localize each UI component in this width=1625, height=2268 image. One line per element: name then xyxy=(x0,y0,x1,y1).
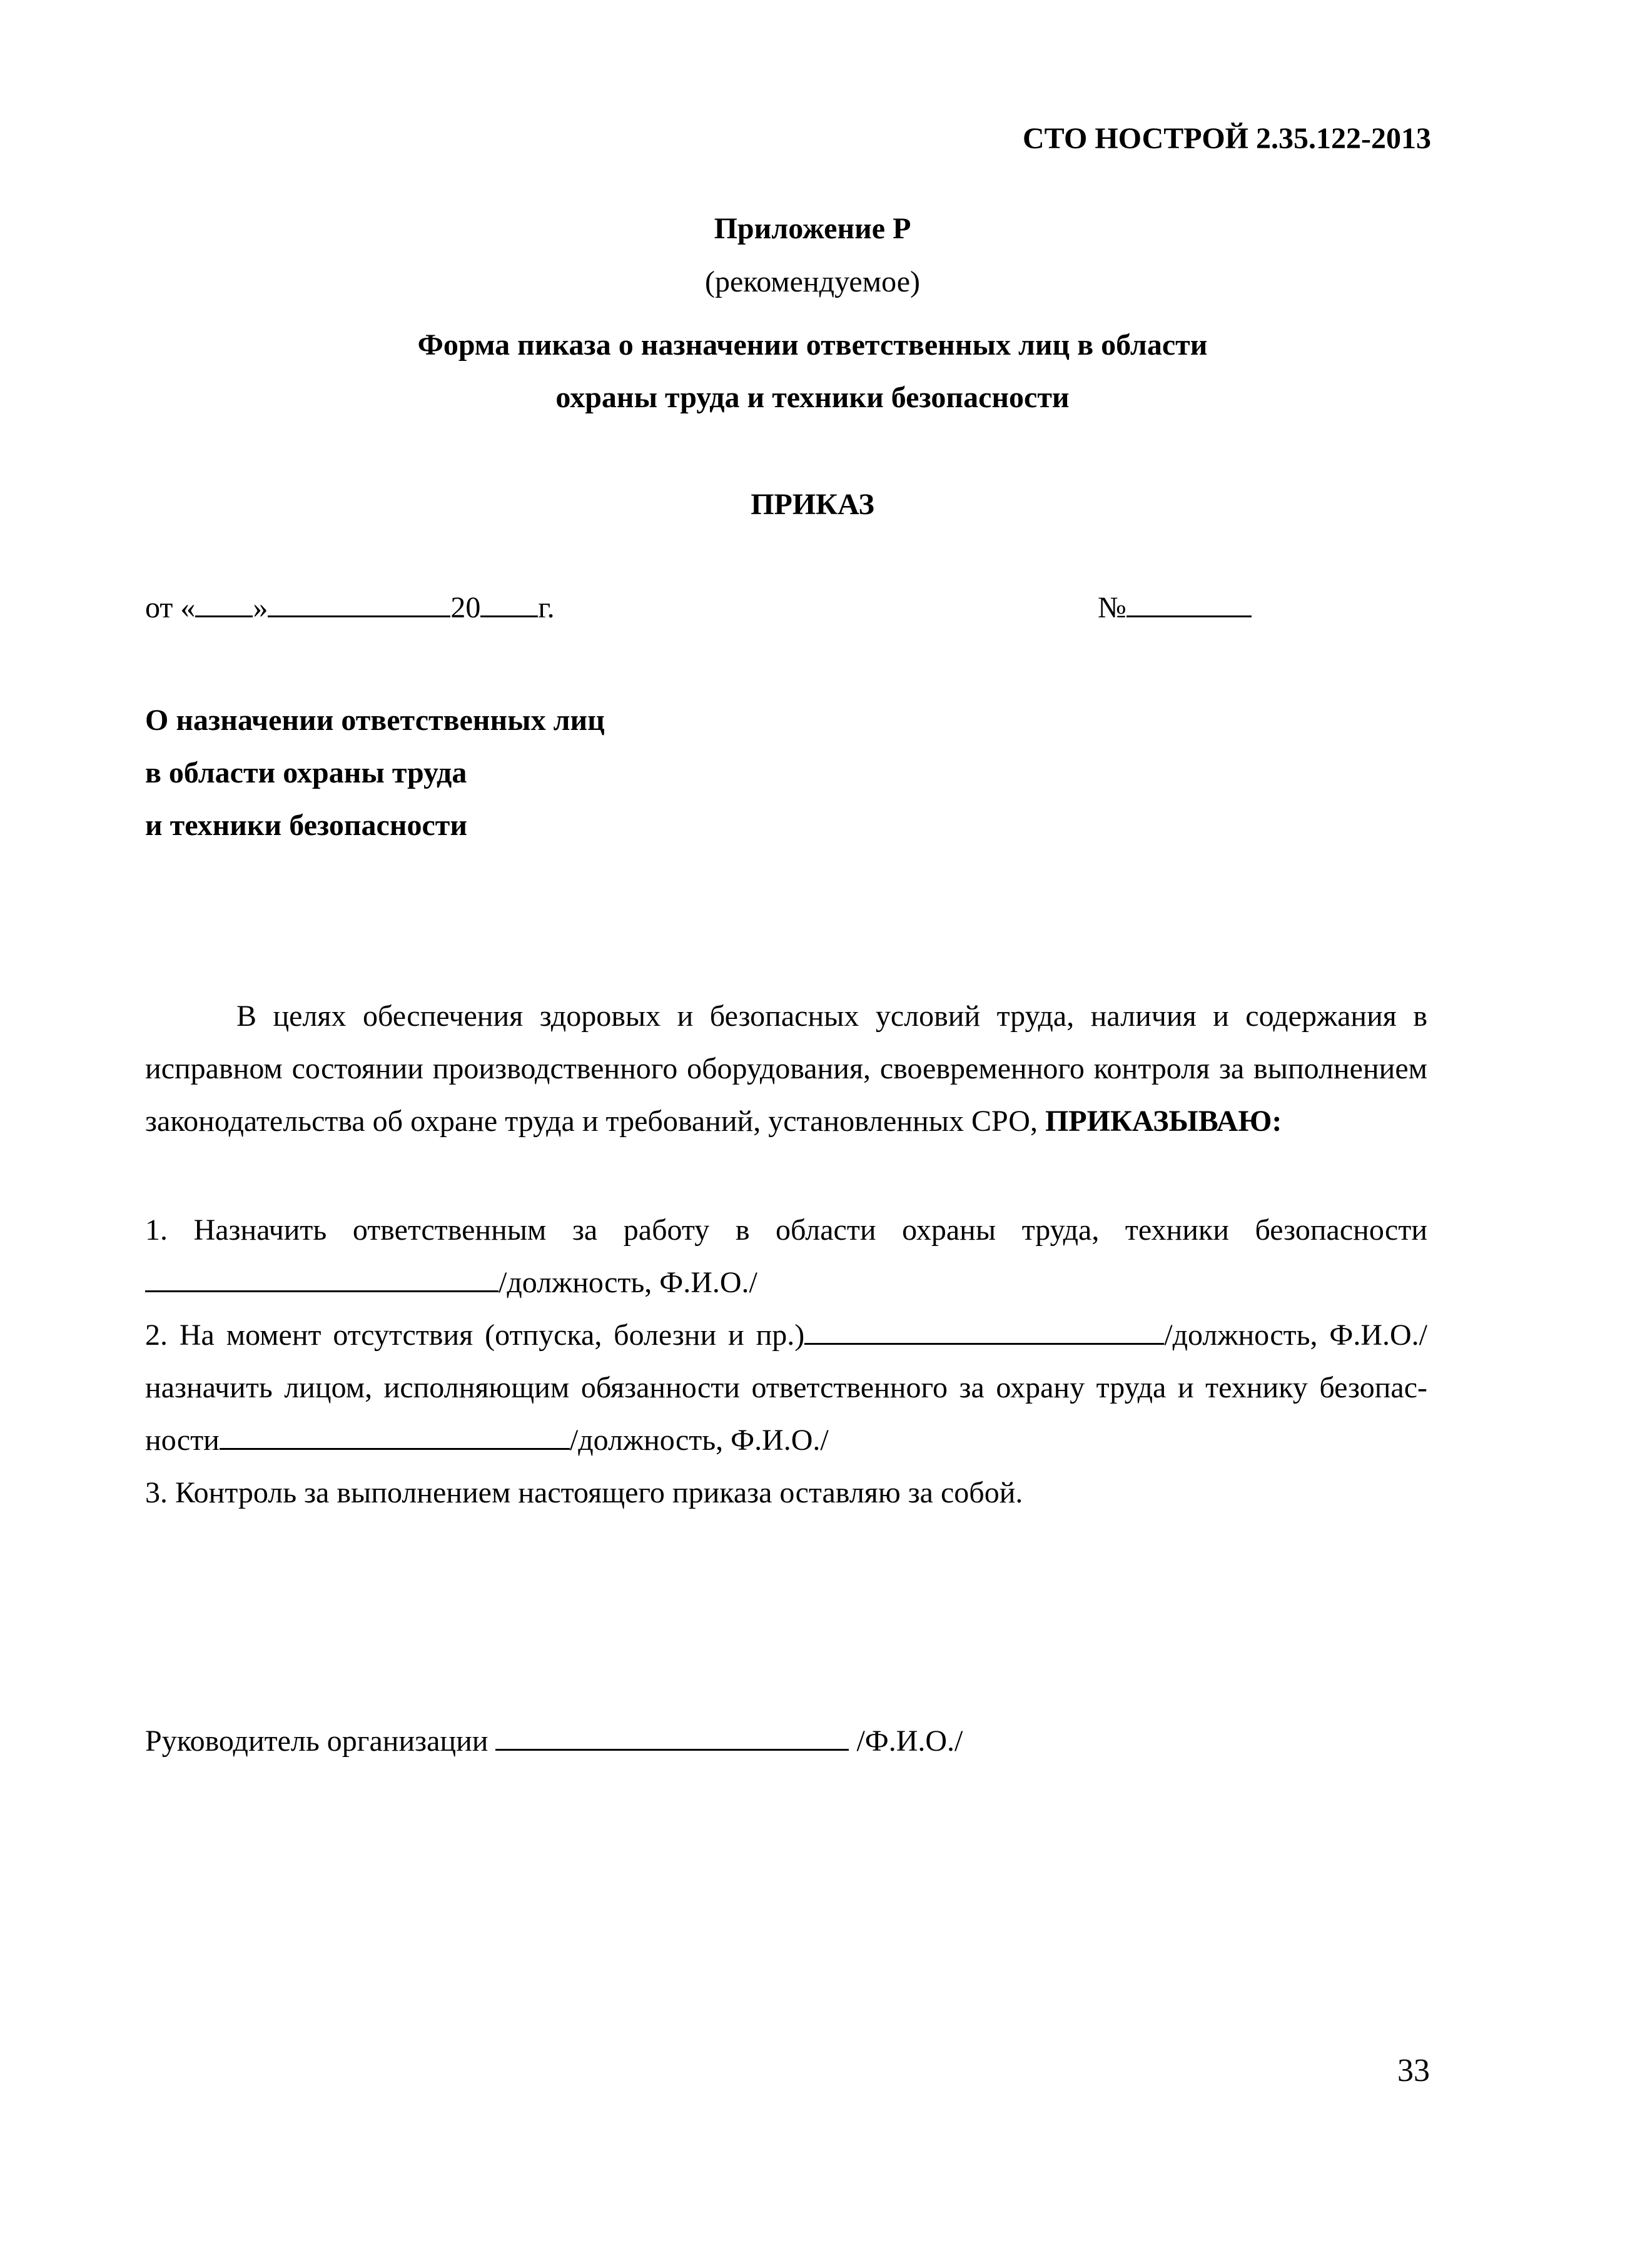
item-3: 3. Контроль за выполнением настоящего приказа оставляю за собой. xyxy=(145,1476,1023,1509)
item-2-line-2: назначить лицом, исполняющим обязанности ответственного за охрану труда и технику безопас- xyxy=(145,1371,1427,1404)
month-blank xyxy=(268,593,450,617)
number-prefix: № xyxy=(1098,591,1126,624)
appendix-note: (рекомендуемое) xyxy=(705,265,920,298)
form-title xyxy=(0,319,1625,424)
item-1-line-1: 1. Назначить ответственным за работу в области охраны труда, техники безопасности xyxy=(145,1213,1427,1247)
order-subject xyxy=(145,694,605,852)
form-title-line-2: охраны труда и техники безопасности xyxy=(555,381,1070,414)
order-items xyxy=(145,1204,1427,1519)
order-heading: ПРИКАЗ xyxy=(751,488,874,521)
item-2-line-3-prefix: ности xyxy=(145,1424,220,1457)
date-suffix: г. xyxy=(538,591,555,624)
item-2-line-3 xyxy=(145,1414,1427,1467)
signature-label: Руководитель организации xyxy=(145,1724,489,1758)
intro-text: В целях обеспечения здоровых и безопасных условий труда, наличия и содержания в исправном состоянии производственного оборудования, своевременного контроля за выполнением законодательства об охране труда и требований, установленных СРО, xyxy=(145,1000,1427,1138)
item-2-line-1 xyxy=(145,1309,1427,1362)
order-date-line xyxy=(145,593,555,623)
form-title-line-1: Форма пиказа о назначении ответственных лиц в области xyxy=(417,328,1208,362)
intro-emphasis: ПРИКАЗЫВАЮ: xyxy=(1045,1105,1282,1138)
item-2-blank xyxy=(804,1320,1164,1345)
item-2-line-3-blank xyxy=(220,1425,570,1450)
appendix-title: Приложение Р xyxy=(714,212,911,245)
date-quote-close: » xyxy=(253,591,268,624)
day-blank xyxy=(195,593,253,617)
subject-line-2: в области охраны труда xyxy=(145,756,467,789)
item-2-line-3-suffix: /должность, Ф.И.О./ xyxy=(569,1424,829,1457)
item-1-blank xyxy=(145,1268,499,1292)
item-2-suffix: /должность, Ф.И.О./ xyxy=(1164,1319,1427,1352)
document-code: СТО НОСТРОЙ 2.35.122-2013 xyxy=(1022,122,1431,155)
number-blank xyxy=(1126,593,1252,617)
subject-line-3: и техники безопасности xyxy=(145,809,468,842)
date-prefix: от « xyxy=(145,591,196,624)
signature-line xyxy=(145,1726,963,1756)
intro-paragraph xyxy=(145,990,1427,1148)
date-year: 20 xyxy=(450,591,481,624)
item-2-prefix: 2. На момент отсутствия (отпуска, болезни и пр.) xyxy=(145,1319,805,1352)
item-1-suffix: /должность, Ф.И.О./ xyxy=(499,1266,757,1299)
signature-blank xyxy=(495,1726,849,1751)
subject-line-1: О назначении ответственных лиц xyxy=(145,704,605,737)
signature-suffix: /Ф.И.О./ xyxy=(856,1724,963,1758)
year-blank xyxy=(480,593,538,617)
item-1-line-2 xyxy=(145,1257,1427,1309)
order-number-line xyxy=(1098,593,1252,623)
page-number: 33 xyxy=(1397,2053,1430,2088)
